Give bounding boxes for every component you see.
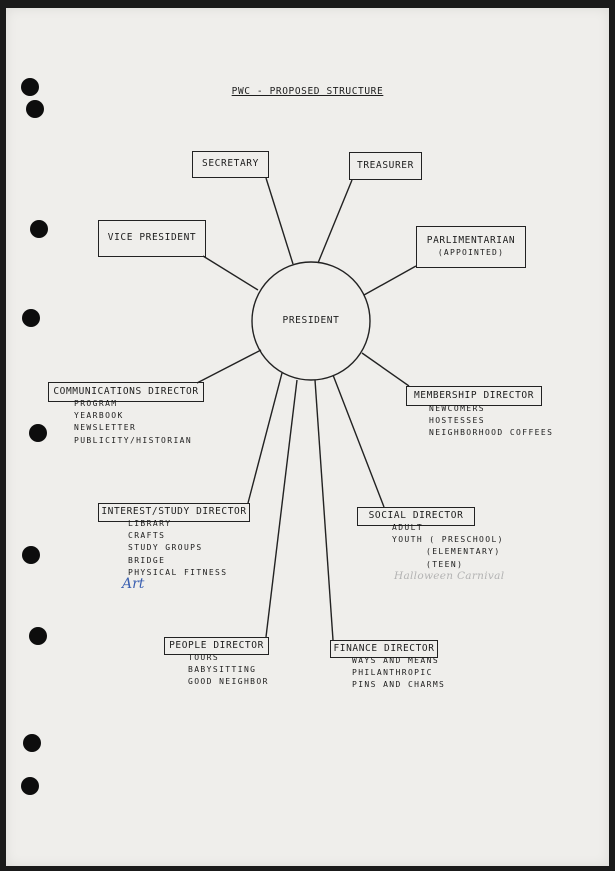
list-item: BRIDGE [128,555,166,565]
handwritten-art: Art [122,576,145,592]
list-item: PROGRAM [74,399,118,408]
connector-communications [197,350,261,383]
connector-membership [362,353,409,386]
parliamentarian-note: (APPOINTED) [437,248,505,257]
page-title: PWC - PROPOSED STRUCTURE [231,86,384,97]
list-item: (TEEN) [426,559,464,569]
membership-director-label: MEMBERSHIP DIRECTOR [413,389,535,401]
communications-director-label: COMMUNICATIONS DIRECTOR [53,385,199,397]
list-item: TOURS [188,653,220,662]
secretary-box [192,151,269,178]
connector-treasurer [318,180,352,263]
connector-social [333,375,384,507]
list-item: HOSTESSES [429,416,485,426]
secretary-label: SECRETARY [202,158,259,170]
connector-interest [248,373,282,503]
handwritten-halloween-carnival: Halloween Carnival [394,570,505,582]
list-item: NEIGHBORHOOD COFFEES [429,428,554,438]
vice-president-label: VICE PRESIDENT [107,232,197,244]
connector-secretary [266,178,293,264]
list-item: GOOD NEIGHBOR [188,677,269,687]
list-item: WAYS AND MEANS [352,656,440,665]
list-item: PHYSICAL FITNESS [128,567,228,577]
interest-items [128,518,227,579]
connector-vice-president [203,256,258,290]
list-item: NEWCOMERS [429,404,485,413]
communications-items [74,398,192,447]
list-item: LIBRARY [128,519,172,528]
treasurer-box [349,152,422,180]
parliamentarian-box [416,226,526,268]
list-item: PHILANTHROPIC [352,668,433,678]
social-director-label: SOCIAL DIRECTOR [368,510,464,522]
list-item: STUDY GROUPS [128,543,203,553]
people-items [188,652,269,689]
list-item: YOUTH ( PRESCHOOL) [392,535,504,545]
president-label: PRESIDENT [282,315,340,326]
social-items [392,522,504,571]
list-item: PINS AND CHARMS [352,680,446,690]
interest-study-director-label: INTEREST/STUDY DIRECTOR [101,506,247,518]
list-item: (ELEMENTARY) [426,547,501,557]
connector-finance [315,380,333,640]
list-item: NEWSLETTER [74,423,137,433]
finance-items [352,655,445,692]
list-item: PUBLICITY/HISTORIAN [74,435,193,445]
vice-president-box [98,220,206,257]
people-director-label: PEOPLE DIRECTOR [169,639,264,651]
parliamentarian-label: PARLIMENTARIAN [426,235,516,247]
treasurer-label: TREASURER [357,159,414,171]
finance-director-label: FINANCE DIRECTOR [333,642,435,654]
list-item: BABYSITTING [188,665,257,675]
list-item: CRAFTS [128,531,166,541]
list-item: YEARBOOK [74,411,124,421]
list-item: ADULT [392,523,424,532]
membership-items [429,403,553,440]
connector-parliamentarian [364,266,416,295]
